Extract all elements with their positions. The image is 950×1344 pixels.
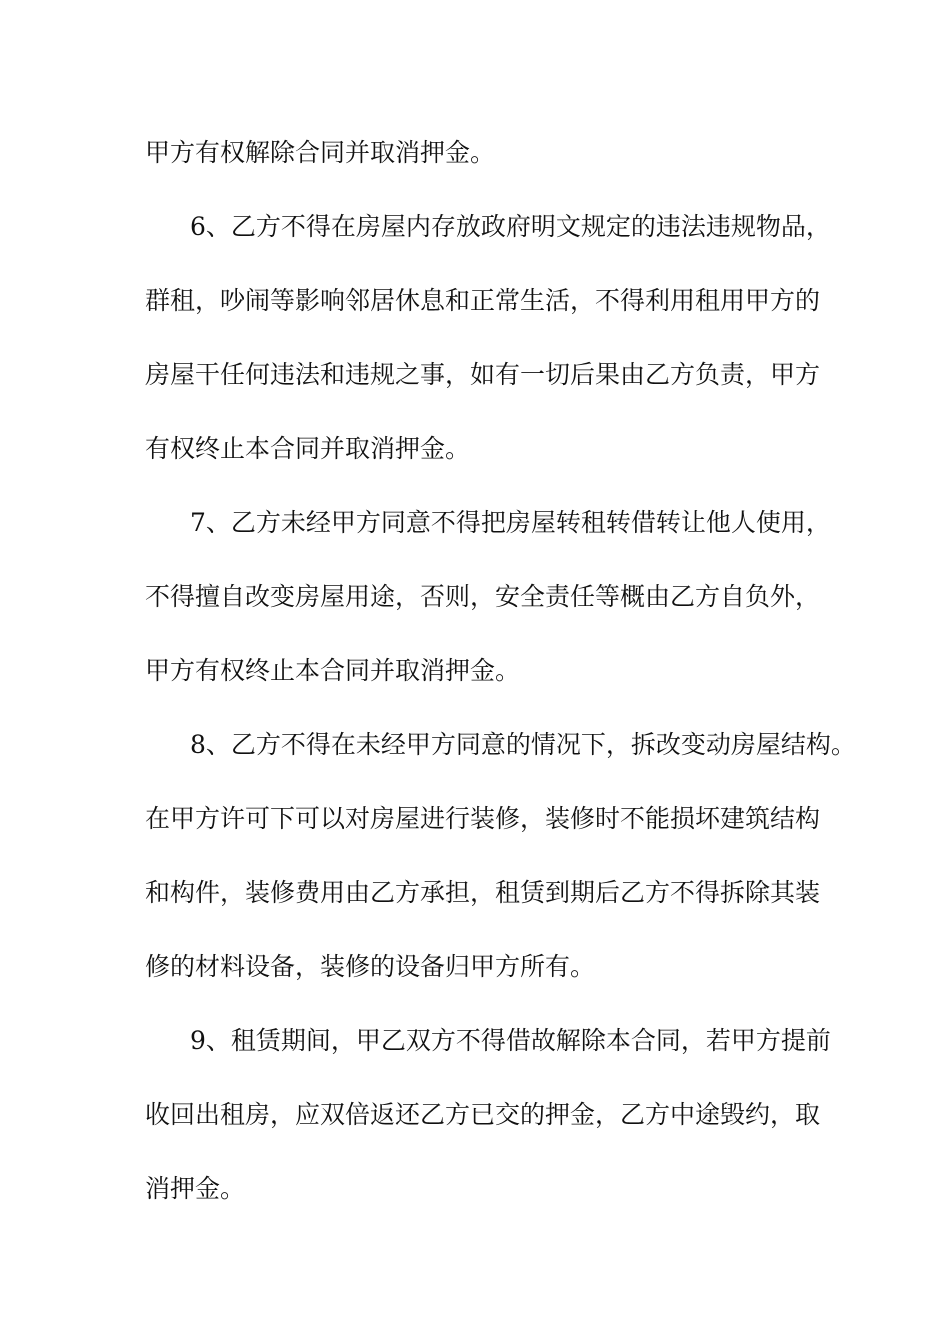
clause-7-line-2: 不得擅自改变房屋用途，否则，安全责任等概由乙方自负外，: [145, 582, 821, 611]
clause-6-line-4: 有权终止本合同并取消押金。: [145, 434, 471, 463]
text-line-1: 甲方有权解除合同并取消押金。: [145, 138, 496, 167]
clause-7-line-3: 甲方有权终止本合同并取消押金。: [145, 656, 521, 685]
clause-9-line-1: 9、租赁期间，甲乙双方不得借故解除本合同，若甲方提前: [190, 1026, 831, 1055]
clause-8-line-2: 在甲方许可下可以对房屋进行装修，装修时不能损坏建筑结构: [145, 804, 821, 833]
clause-9-line-2: 收回出租房，应双倍返还乙方已交的押金，乙方中途毁约，取: [145, 1100, 821, 1129]
clause-9-line-3: 消押金。: [145, 1174, 246, 1203]
clause-8-line-1: 8、乙方不得在未经甲方同意的情况下，拆改变动房屋结构。: [190, 730, 856, 759]
clause-8-line-4: 修的材料设备，装修的设备归甲方所有。: [145, 952, 596, 981]
clause-7-line-1: 7、乙方未经甲方同意不得把房屋转租转借转让他人使用，: [190, 508, 831, 537]
clause-6-line-3: 房屋干任何违法和违规之事，如有一切后果由乙方负责，甲方: [145, 360, 821, 389]
clause-6-line-1: 6、乙方不得在房屋内存放政府明文规定的违法违规物品，: [190, 212, 831, 241]
clause-6-line-2: 群租，吵闹等影响邻居休息和正常生活，不得利用租用甲方的: [145, 286, 821, 315]
clause-8-line-3: 和构件，装修费用由乙方承担，租赁到期后乙方不得拆除其装: [145, 878, 821, 907]
